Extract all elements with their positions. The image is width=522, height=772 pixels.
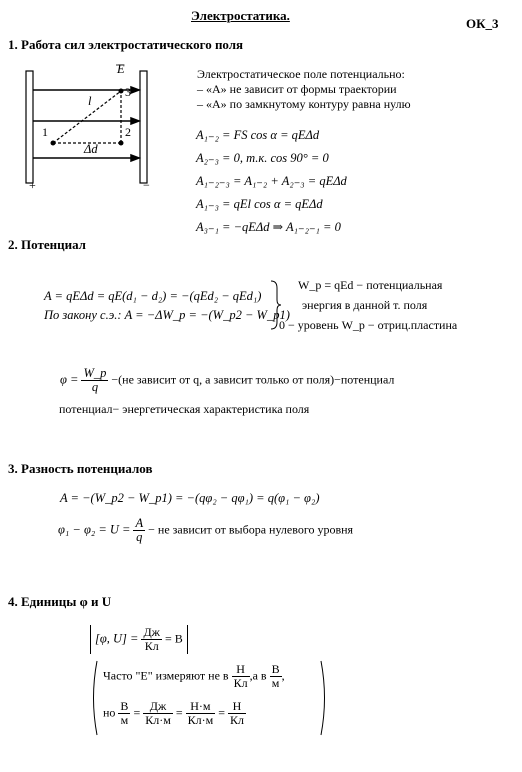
label-dd: Δd bbox=[84, 142, 98, 156]
work-equations bbox=[196, 124, 347, 239]
note-text-but: но bbox=[103, 705, 116, 720]
frac-num: Дж bbox=[143, 700, 173, 714]
potentiality-notes bbox=[197, 67, 411, 112]
equiv-fraction-1 bbox=[118, 700, 130, 727]
frac-num: Н·м bbox=[186, 700, 216, 714]
voltage-formula bbox=[58, 517, 353, 544]
equals-sign: = bbox=[133, 705, 141, 720]
potential-meaning: потенциал− энергетическая характеристика поля bbox=[59, 402, 310, 416]
units-fraction bbox=[141, 626, 161, 653]
potential-difference-eq: A = −(W_p2 − W_p1) = −(qφ₂ − qφ₁) = q(φ₁ − φ₂) bbox=[60, 491, 320, 505]
energy-conservation-eq: По закону с.э.: A = −ΔW_p = −(W_p2 − W_p1) bbox=[44, 308, 290, 322]
units-note-line-1 bbox=[103, 663, 285, 690]
equation: A₂₋₃ = 0, т.к. cos 90° = 0 bbox=[196, 151, 329, 165]
equiv-fraction-2 bbox=[143, 700, 173, 727]
brace-line-1: W_p = qEd − потенциальная bbox=[298, 278, 443, 292]
note-line: – «А» не зависит от формы траектории bbox=[197, 82, 397, 96]
note-text-c: , bbox=[281, 668, 285, 683]
note-text-a: Часто "E" измеряют не в bbox=[103, 668, 229, 683]
voltage-numerator: A bbox=[135, 516, 144, 530]
voltage-denominator: q bbox=[136, 530, 143, 544]
section-3-heading: 3. Разность потенциалов bbox=[8, 461, 153, 476]
section-1-heading: 1. Работа сил электростатического поля bbox=[8, 37, 244, 52]
frac-den: Кл·м bbox=[187, 713, 214, 727]
label-plus: + bbox=[29, 178, 36, 192]
units-denominator: Кл bbox=[144, 639, 159, 653]
frac-den: м bbox=[120, 713, 129, 727]
frac-num: Н bbox=[228, 700, 246, 714]
label-2: 2 bbox=[125, 125, 131, 139]
equals-sign: = bbox=[218, 705, 225, 720]
note-fraction-2 bbox=[270, 663, 282, 690]
equation: A₃₋₁ = −qEΔd ⇒ A₁₋₂₋₁ = 0 bbox=[196, 220, 341, 234]
brace-line-3: 0 − уровень W_p − отриц.пластина bbox=[279, 318, 458, 332]
note-text-b: ,а в bbox=[249, 668, 267, 683]
units-lhs: [φ, U] = bbox=[95, 631, 139, 646]
equation: A₁₋₃ = qEl cos α = qEΔd bbox=[196, 197, 323, 211]
units-note-line-2 bbox=[103, 700, 246, 727]
units-numerator: Дж bbox=[143, 625, 160, 639]
frac-den: Кл bbox=[229, 713, 244, 727]
section-4-heading: 4. Единицы φ и U bbox=[8, 594, 112, 609]
frac-den: Кл·м bbox=[145, 713, 171, 727]
phi-denominator: q bbox=[91, 380, 99, 394]
phi-fraction bbox=[81, 367, 108, 394]
label-l: l bbox=[88, 94, 92, 108]
capacitor-diagram bbox=[25, 63, 195, 193]
label-1: 1 bbox=[42, 125, 48, 139]
voltage-lhs: φ₁ − φ₂ = U = bbox=[58, 522, 131, 537]
equiv-fraction-3 bbox=[186, 700, 216, 727]
sheet-code: ОК_3 bbox=[466, 16, 499, 31]
label-minus: − bbox=[143, 178, 150, 192]
brace-line-2: энергия в данной т. поля bbox=[302, 298, 428, 312]
page-title: Электростатика. bbox=[191, 8, 290, 23]
note-line: – «А» по замкнутому контуру равна нулю bbox=[197, 97, 411, 111]
units-bracket bbox=[90, 625, 188, 654]
voltage-tail: − не зависит от выбора нулевого уровня bbox=[148, 522, 354, 537]
units-rhs: = В bbox=[164, 631, 183, 646]
label-E: E bbox=[117, 62, 125, 76]
frac-num: Н bbox=[232, 663, 250, 677]
phi-lhs: φ = bbox=[60, 372, 79, 387]
frac-num: В bbox=[271, 662, 280, 676]
frac-den: м bbox=[271, 676, 280, 690]
equation: A₁₋₂₋₃ = A₁₋₂ + A₂₋₃ = qEΔd bbox=[196, 174, 347, 188]
potential-definition-formula bbox=[60, 367, 394, 394]
note-line: Электростатическое поле потенциально: bbox=[197, 67, 405, 81]
phi-tail: −(не зависит от q, а зависит только от поля)−потенциал bbox=[111, 372, 395, 387]
equation: A₁₋₂ = FS cos α = qEΔd bbox=[196, 128, 320, 142]
section-2-heading: 2. Потенциал bbox=[8, 237, 86, 252]
work-energy-eq: A = qEΔd = qE(d₁ − d₂) = −(qEd₂ − qEd₁) bbox=[44, 289, 262, 303]
note-fraction-1 bbox=[232, 663, 250, 690]
equals-sign: = bbox=[175, 705, 183, 720]
voltage-fraction bbox=[133, 517, 145, 544]
frac-den: Кл bbox=[233, 676, 248, 690]
phi-numerator: W_p bbox=[83, 366, 107, 380]
label-3: 3 bbox=[125, 85, 131, 99]
frac-num: В bbox=[120, 699, 129, 713]
equiv-fraction-4 bbox=[228, 700, 246, 727]
